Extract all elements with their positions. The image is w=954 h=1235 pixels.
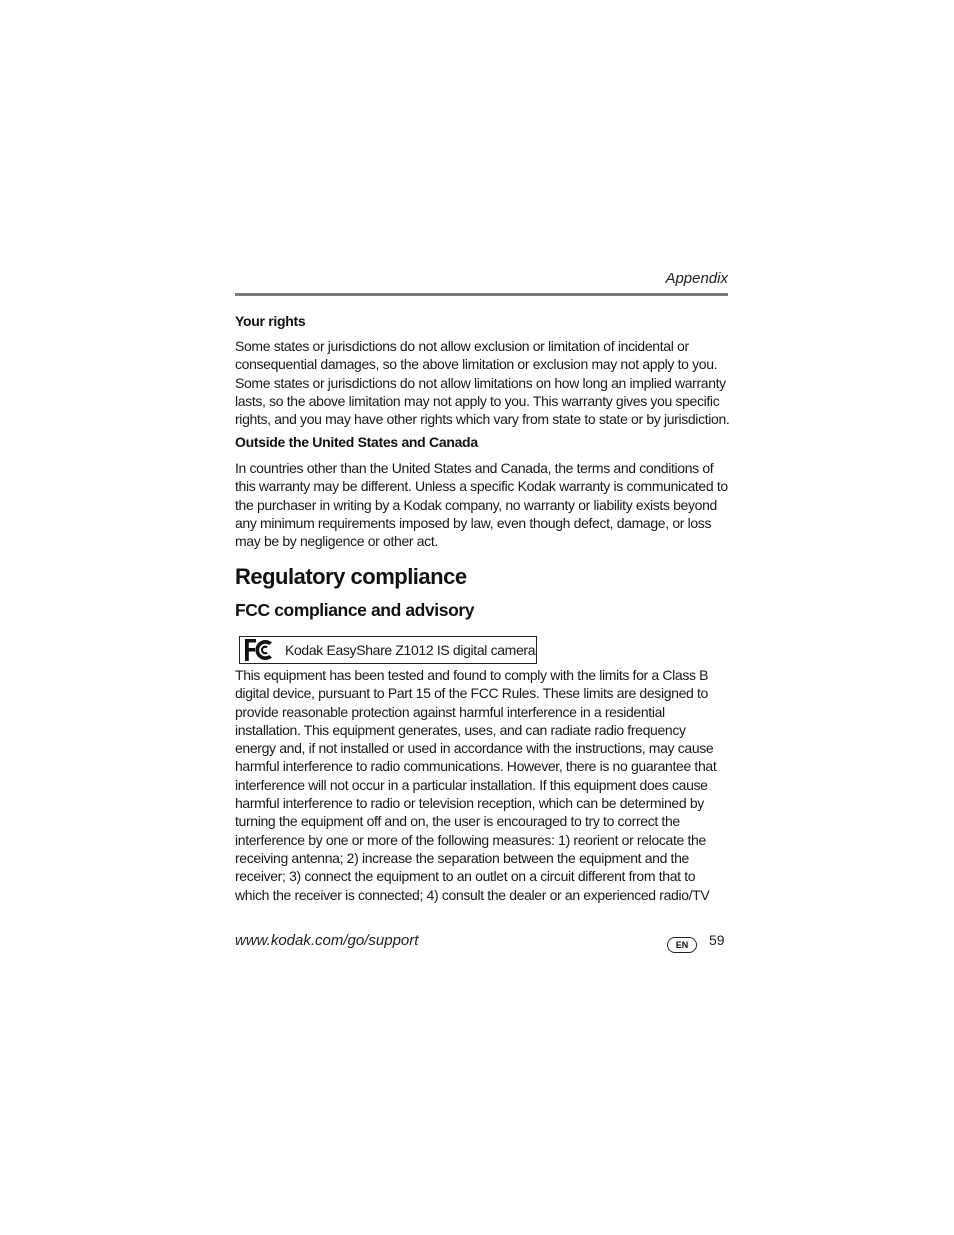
fcc-heading: FCC compliance and advisory [235,600,475,620]
your-rights-heading: Your rights [235,313,306,329]
regulatory-title: Regulatory compliance [235,564,467,589]
header-rule [235,293,728,296]
support-url[interactable]: www.kodak.com/go/support [235,932,419,949]
fcc-identification-box [239,636,537,664]
page-number: 59 [709,932,725,948]
fcc-paragraph: This equipment has been tested and found to comply with the limits for a Class B digital device, pursuant to Part 15 of the FCC Rules. These limits are designed to provide reasonable protection against harmful interference in a residential installation. This equipment generates, uses, and can radiate radio frequency energy and, if not installed or used in accordance with the instructions, may cause harmful interference to radio communications. However, there is no guarantee that interference will not occur in a particular installation. If this equipment does cause harmful interference to radio or television reception, which can be determined by turning the equipment off and on, the user is encouraged to try to correct the interference by one or more of the following measures: 1) reorient or relocate the receiving antenna; 2) increase the separation between the equipment and the receiver; 3) connect the equipment to an outlet on a circuit different from that to which the receiver is connected; 4) consult the dealer or an experienced radio/TV [235,667,717,903]
fcc-device-label: Kodak EasyShare Z1012 IS digital camera [285,642,536,658]
your-rights-paragraph: Some states or jurisdictions do not allow exclusion or limitation of incidental or consequential damages, so the above limitation or exclusion may not apply to you. Some states or jurisdictions do not allow limitations on how long an implied warranty lasts, so the above limitation may not apply to you. This warranty gives you specific rights, and you may have other rights which vary from state to state or by jurisdiction. [235,338,730,428]
fcc-logo-icon [243,637,275,663]
outside-us-paragraph: In countries other than the United States and Canada, the terms and conditions of this warranty may be different. Unless a specific Kodak warranty is communicated to the purchaser in writing by a Kodak company, no warranty or liability exists beyond any minimum requirements imposed by law, even though defect, damage, or loss may be by negligence or other act. [235,460,728,550]
language-badge: EN [667,937,697,953]
running-header: Appendix [665,270,728,287]
outside-us-heading: Outside the United States and Canada [235,434,478,450]
